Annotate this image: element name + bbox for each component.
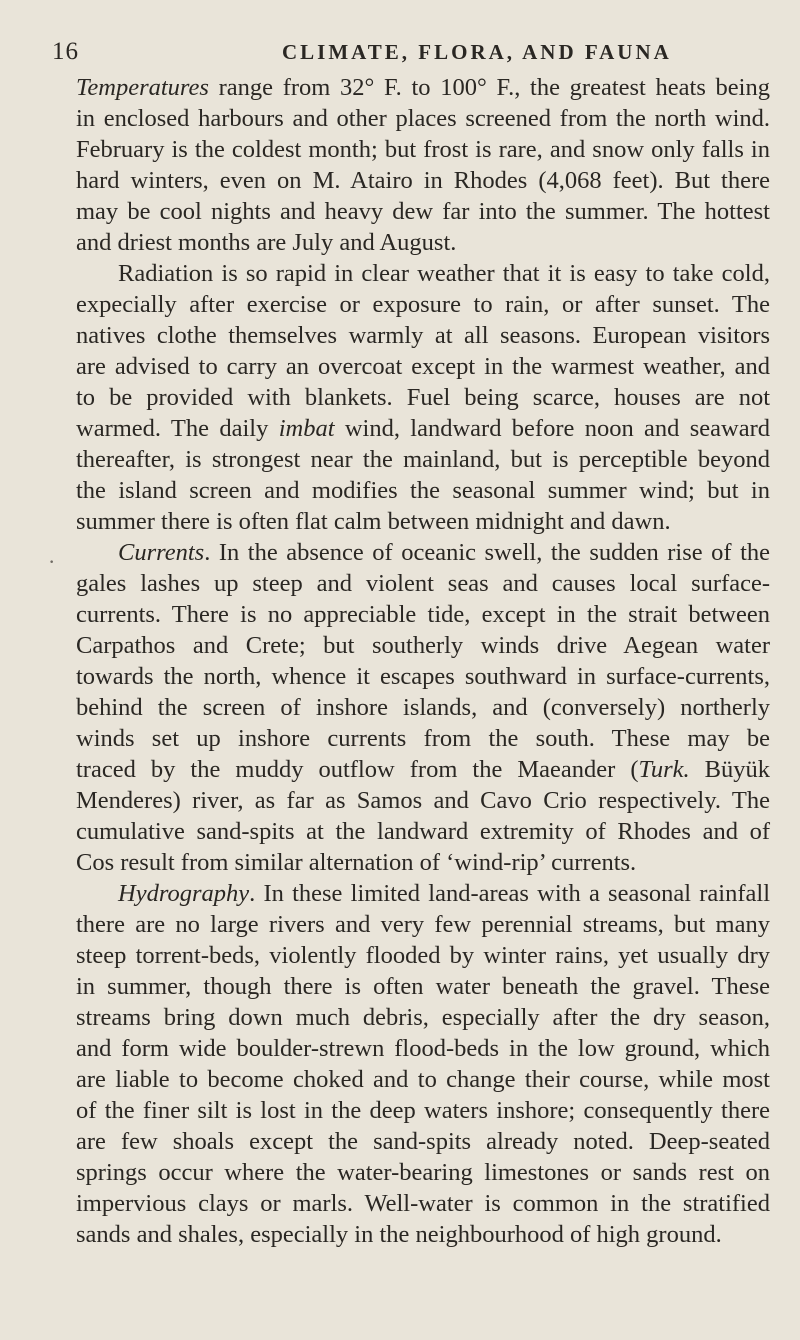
text-line: towards the north, whence it escapes southward in surface-currents, bbox=[76, 663, 770, 690]
text-line: Currents. In the absence of oceanic swell, the sudden rise of the bbox=[118, 539, 770, 566]
text-line: February is the coldest month; but frost is rare, and snow only falls in bbox=[76, 136, 770, 163]
text-line: springs occur where the water-bearing limestones or sands rest on bbox=[76, 1159, 770, 1186]
text-line: cumulative sand-spits at the landward extremity of Rhodes and of bbox=[76, 818, 770, 845]
text-line: natives clothe themselves warmly at all seasons. European visitors bbox=[76, 322, 770, 349]
text-line: winds set up inshore currents from the south. These may be bbox=[76, 725, 770, 752]
text-line: and form wide boulder-strewn flood-beds in the low ground, which bbox=[76, 1035, 770, 1062]
body-text bbox=[76, 72, 770, 1250]
text-line: streams bring down much debris, especially after the dry season, bbox=[76, 1004, 770, 1031]
paragraph-heading: Hydrography bbox=[118, 880, 250, 907]
text-line: Menderes) river, as far as Samos and Cavo Crio respectively. The bbox=[76, 787, 770, 814]
text-line: gales lashes up steep and violent seas and causes local surface- bbox=[76, 570, 770, 597]
text-line: thereafter, is strongest near the mainland, but is perceptible beyond bbox=[76, 446, 770, 473]
text-line: Hydrography. In these limited land-areas with a seasonal rainfall bbox=[118, 880, 770, 907]
paragraph-heading: Currents bbox=[118, 539, 205, 566]
text-line: may be cool nights and heavy dew far into the summer. The hottest bbox=[76, 198, 770, 225]
text-line: are few shoals except the sand-spits already noted. Deep-seated bbox=[76, 1128, 770, 1155]
paragraph-heading: Temperatures bbox=[76, 74, 209, 101]
text-line: the island screen and modifies the seasonal summer wind; but in bbox=[76, 477, 770, 504]
text-line: steep torrent-beds, violently flooded by winter rains, yet usually dry bbox=[76, 942, 770, 969]
text-line: sands and shales, especially in the neighbourhood of high ground. bbox=[76, 1221, 722, 1248]
text-line: expecially after exercise or exposure to rain, or after sunset. The bbox=[76, 291, 770, 318]
paragraph-temperatures bbox=[76, 72, 770, 258]
text-line: in enclosed harbours and other places screened from the north wind. bbox=[76, 105, 770, 132]
margin-mark: · bbox=[48, 549, 56, 574]
running-head bbox=[52, 38, 752, 68]
text-line: impervious clays or marls. Well-water is common in the stratified bbox=[76, 1190, 770, 1217]
text-line: are advised to carry an overcoat except in the warmest weather, and bbox=[76, 353, 770, 380]
text-line: are liable to become choked and to change their course, while most bbox=[76, 1066, 770, 1093]
text-line: currents. There is no appreciable tide, except in the strait between bbox=[76, 601, 770, 628]
text-line: hard winters, even on M. Atairo in Rhodes (4,068 feet). But there bbox=[76, 167, 770, 194]
text-line: behind the screen of inshore islands, and (conversely) northerly bbox=[76, 694, 770, 721]
text-line: of the finer silt is lost in the deep waters inshore; consequently there bbox=[76, 1097, 770, 1124]
text-line: summer there is often flat calm between midnight and dawn. bbox=[76, 508, 671, 535]
paragraph-hydrography bbox=[76, 878, 770, 1250]
text-line: Cos result from similar alternation of ‘wind-rip’ currents. bbox=[76, 849, 637, 876]
text-line: Temperatures range from 32° F. to 100° F., the greatest heats being bbox=[76, 74, 770, 101]
paragraph-currents bbox=[76, 537, 770, 878]
italic-term: imbat bbox=[278, 415, 335, 442]
text-line: there are no large rivers and very few perennial streams, but many bbox=[76, 911, 770, 938]
italic-term: Turk. bbox=[638, 756, 690, 783]
text-line: and driest months are July and August. bbox=[76, 229, 457, 256]
paragraph-radiation bbox=[76, 258, 770, 537]
text-line: warmed. The daily imbat wind, landward before noon and seaward bbox=[76, 415, 771, 442]
page-number: 16 bbox=[52, 38, 79, 65]
text-line: traced by the muddy outflow from the Maeander (Turk. Büyük bbox=[76, 756, 770, 783]
running-title: CLIMATE, FLORA, AND FAUNA bbox=[282, 40, 672, 64]
text-line: Carpathos and Crete; but southerly winds drive Aegean water bbox=[76, 632, 770, 659]
text-line: in summer, though there is often water beneath the gravel. These bbox=[76, 973, 770, 1000]
text-line: to be provided with blankets. Fuel being scarce, houses are not bbox=[76, 384, 770, 411]
text-line: Radiation is so rapid in clear weather that it is easy to take cold, bbox=[118, 260, 770, 287]
